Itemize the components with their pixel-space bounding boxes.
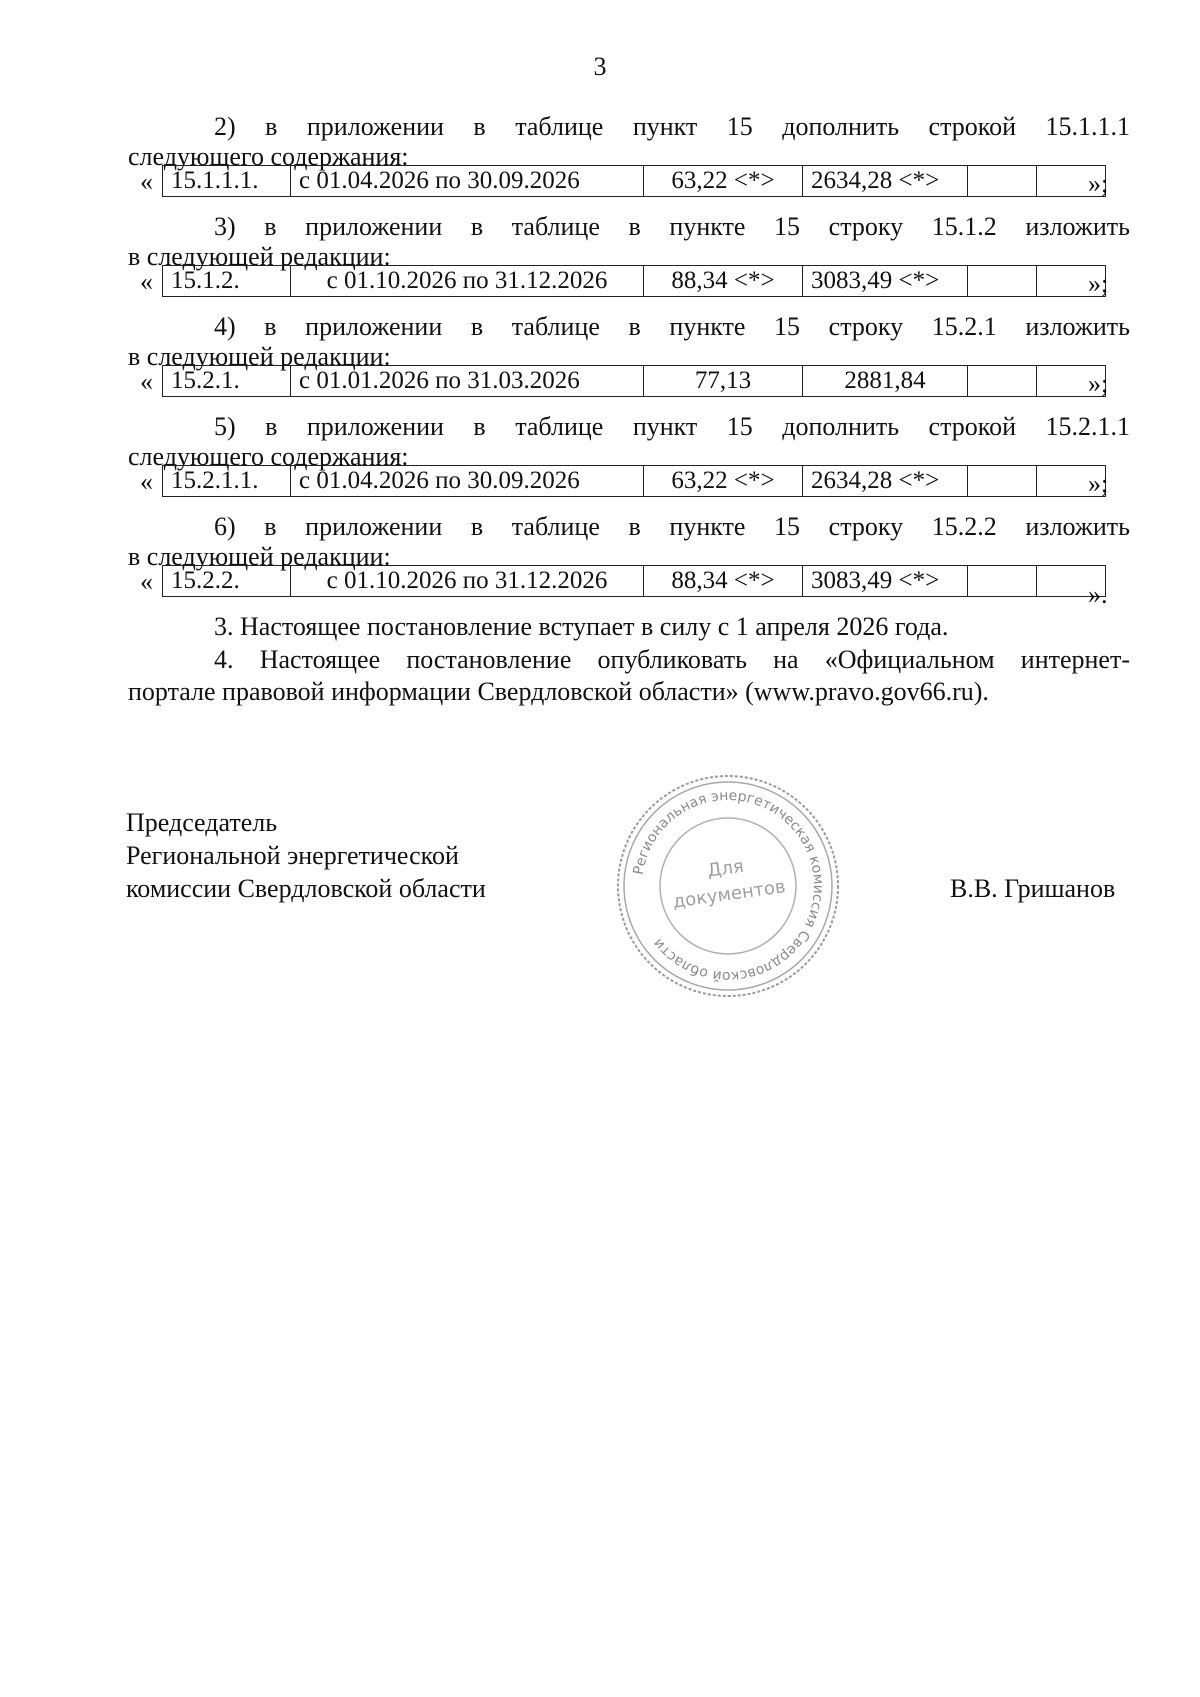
- table-row: [163, 566, 1106, 597]
- paragraph-line: в следующей редакции:: [128, 242, 391, 271]
- value-cell: 2634,28 <*>: [803, 466, 968, 497]
- official-seal-stamp: [612, 770, 844, 1002]
- point-3: 3. Настоящее постановление вступает в силу с 1 апреля 2026 года.: [214, 612, 949, 641]
- paragraph-line: 4) в приложении в таблице в пункте 15 строку 15.2.1 изложить: [214, 312, 1130, 341]
- paragraph-line: 3) в приложении в таблице в пункте 15 строку 15.1.2 изложить: [214, 212, 1130, 241]
- signatory-title-line: Председатель: [126, 808, 278, 837]
- close-quote: »;: [1088, 269, 1109, 298]
- empty-cell: [968, 466, 1037, 497]
- amendment-row-table: [162, 165, 1109, 198]
- row-number-cell: 15.1.2.: [163, 266, 291, 297]
- paragraph-line: 6) в приложении в таблице в пункте 15 строку 15.2.2 изложить: [214, 512, 1130, 541]
- value-cell: 3083,49 <*>: [803, 266, 968, 297]
- table-row: [163, 266, 1106, 297]
- point-4-line: портале правовой информации Свердловской области» (www.pravo.gov66.ru).: [128, 677, 989, 706]
- value-cell: 77,13: [644, 366, 803, 397]
- value-cell: 63,22 <*>: [644, 166, 803, 197]
- paragraph-line: в следующей редакции:: [128, 542, 391, 571]
- signatory-title: [126, 806, 486, 905]
- paragraph-line: 2) в приложении в таблице пункт 15 дополнить строкой 15.1.1.1: [214, 112, 1130, 141]
- stamp-center-text: Для: [706, 855, 746, 882]
- period-cell: с 01.01.2026 по 31.03.2026: [291, 366, 644, 397]
- stamp-outer-text: Региональная энергетическая комиссия Свердловской области: [630, 787, 827, 985]
- point-4-line: 4. Настоящее постановление опубликовать на «Официальном интернет-: [214, 645, 1130, 674]
- amendment-paragraph: [128, 312, 1130, 372]
- open-quote: «: [140, 367, 153, 396]
- table-row: [163, 366, 1106, 397]
- row-number-cell: 15.1.1.1.: [163, 166, 291, 197]
- period-cell: с 01.10.2026 по 31.12.2026: [291, 266, 644, 297]
- amendment-row-table: [162, 565, 1106, 597]
- amendment-paragraph: [128, 412, 1130, 472]
- paragraph-line: 5) в приложении в таблице пункт 15 дополнить строкой 15.2.1.1: [214, 412, 1130, 441]
- close-quote: ».: [1088, 580, 1108, 609]
- close-quote: »;: [1088, 469, 1109, 498]
- amendment-row-table: [162, 465, 1109, 498]
- empty-cell: [968, 566, 1037, 597]
- point-4: [128, 644, 1130, 708]
- row-number-cell: 15.2.2.: [163, 566, 291, 597]
- amendment-paragraph: [128, 212, 1130, 272]
- amendment-row-table: [162, 265, 1109, 298]
- page-number: 3: [593, 52, 607, 81]
- empty-cell: [968, 366, 1037, 397]
- close-quote: »;: [1088, 369, 1109, 398]
- value-cell: 3083,49 <*>: [803, 566, 968, 597]
- amendment-paragraph: [128, 512, 1130, 572]
- period-cell: с 01.04.2026 по 30.09.2026: [291, 166, 644, 197]
- value-cell: 2634,28 <*>: [803, 166, 968, 197]
- value-cell: 88,34 <*>: [644, 266, 803, 297]
- amendment-paragraph: [128, 112, 1130, 172]
- open-quote: «: [140, 267, 153, 296]
- table-row: [163, 466, 1106, 497]
- amendment-row-table: [162, 365, 1109, 398]
- signatory-title-line: комиссии Свердловской области: [126, 874, 486, 903]
- open-quote: «: [140, 467, 153, 496]
- stamp-center-text: документов: [671, 876, 787, 913]
- value-cell: 2881,84: [803, 366, 968, 397]
- paragraph-line: следующего содержания:: [128, 142, 409, 171]
- paragraph-line: в следующей редакции:: [128, 342, 391, 371]
- paragraph-line: следующего содержания:: [128, 442, 409, 471]
- row-number-cell: 15.2.1.1.: [163, 466, 291, 497]
- table-row: [163, 166, 1106, 197]
- signatory-title-line: Региональной энергетической: [126, 841, 459, 870]
- value-cell: 63,22 <*>: [644, 466, 803, 497]
- empty-cell: [968, 166, 1037, 197]
- empty-cell: [968, 266, 1037, 297]
- value-cell: 88,34 <*>: [644, 566, 803, 597]
- close-quote: »;: [1088, 169, 1109, 198]
- period-cell: с 01.10.2026 по 31.12.2026: [291, 566, 644, 597]
- signatory-name: В.В. Гришанов: [950, 874, 1116, 903]
- period-cell: с 01.04.2026 по 30.09.2026: [291, 466, 644, 497]
- open-quote: «: [140, 567, 153, 596]
- row-number-cell: 15.2.1.: [163, 366, 291, 397]
- open-quote: «: [140, 167, 153, 196]
